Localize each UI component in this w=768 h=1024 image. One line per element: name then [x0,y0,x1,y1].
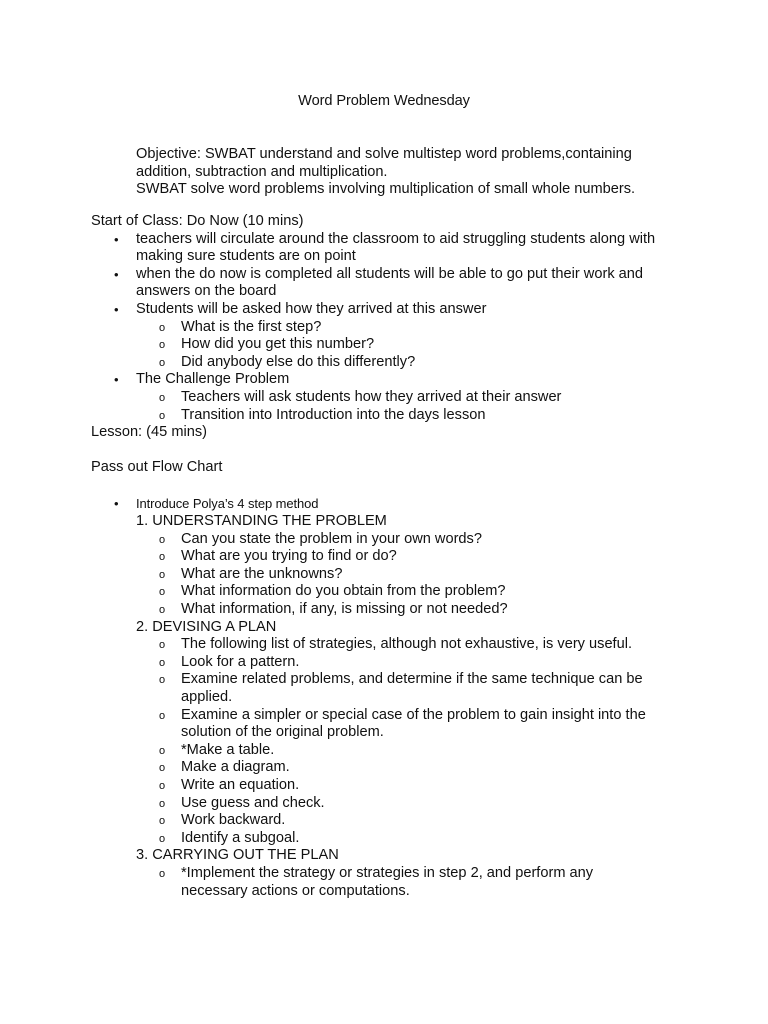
sub-bullet-glyph: o [159,674,166,687]
sub-list-item [91,795,691,813]
sub-list-item-text: Write an equation. [181,777,300,793]
sub-bullet-glyph: o [159,339,166,352]
lesson-body [91,213,691,900]
sub-list-item-text: Did anybody else do this differently? [181,353,416,370]
lesson-heading: Lesson: (45 mins) [91,424,207,441]
sub-list-item [91,671,691,706]
sub-bullet-glyph: o [159,832,166,845]
sub-list-item [91,583,691,601]
sub-bullet-glyph: o [159,568,166,581]
sub-list-item-text: The following list of strategies, although not exhaustive, is very useful. [181,636,633,653]
sub-bullet-glyph: o [159,780,166,792]
sub-list-item-text: How did you get this number? [181,336,375,353]
sub-bullet-glyph: o [159,709,166,722]
sub-list-item-text: *Make a table. [181,741,275,758]
sub-bullet-glyph: o [159,797,166,810]
sub-list-item-text: Teachers will ask students how they arrived at their answer [181,388,562,405]
sub-list-item-text: What is the first step? [181,318,322,335]
list-item-text: The Challenge Problem [136,371,290,388]
list-item-text: answers on the board [136,283,277,300]
sub-list-item-text: Identify a subgoal. [181,829,300,846]
step-list [91,531,691,619]
objective-line: SWBAT solve word problems involving multiplication of small whole numbers. [136,181,636,198]
list-item [91,495,691,514]
sub-list-item-text: Work backward. [181,812,286,829]
steps-container [91,513,691,900]
sub-list-item-text: What are you trying to find or do? [181,548,397,565]
objective-line: Objective: SWBAT understand and solve multistep word problems,containing [136,146,632,162]
sub-bullet-glyph: o [159,762,166,775]
list-item [91,371,691,389]
list-item [91,231,691,266]
sub-bullet-glyph: o [159,604,166,617]
page-title: Word Problem Wednesday [298,93,470,109]
sub-list-item-text: Can you state the problem in your own words? [181,530,482,547]
sub-list-item-text: Examine related problems, and determine if the same technique can be [181,671,643,688]
sub-bullet-glyph: o [159,586,166,599]
sub-bullet-glyph: o [159,551,166,564]
bullet-glyph: • [114,372,119,388]
sub-bullet-glyph: o [159,639,166,652]
sub-list-item [91,812,691,830]
sub-list-item-text: Examine a simpler or special case of the problem to gain insight into the [181,706,646,723]
sub-list-item [91,777,691,795]
list-item-text: making sure students are on point [136,248,356,265]
lesson-list [91,495,691,514]
sub-list-item [91,566,691,584]
intro-line: Introduce Polya’s 4 step method [136,495,319,511]
sub-bullet-glyph: o [159,867,166,880]
sub-list-item-text: solution of the original problem. [181,724,384,741]
sub-list-item [91,548,691,566]
sub-list-item-text: *Implement the strategy or strategies in step 2, and perform any [181,864,594,881]
list-item [91,266,691,301]
sub-list-item [91,336,691,354]
sub-list-item-text: What are the unknowns? [181,565,343,582]
sub-bullet-glyph: o [159,533,166,546]
sub-list-item-text: necessary actions or computations. [181,882,410,899]
objective-line: addition, subtraction and multiplication. [136,163,388,180]
sub-list-item [91,759,691,777]
sub-list-item [91,865,691,900]
sub-bullet-glyph: o [159,356,166,369]
bullet-glyph: • [114,266,119,282]
sub-list-item-text: Make a diagram. [181,759,290,776]
sub-list-item [91,319,691,337]
sub-list-item [91,654,691,672]
sub-list-item-text: What information, if any, is missing or not needed? [181,601,508,618]
sub-bullet-glyph: o [159,656,166,669]
start-heading: Start of Class: Do Now (10 mins) [91,213,304,229]
sub-list-item-text: What information do you obtain from the problem? [181,583,506,600]
bullet-glyph: • [114,301,119,317]
sub-bullet-glyph: o [159,744,166,757]
sub-bullet-glyph: o [159,409,166,422]
sub-list-item [91,389,691,407]
sub-list-item [91,830,691,848]
sub-list-item [91,531,691,549]
bullet-glyph: • [114,231,119,247]
sub-list-item [91,707,691,742]
sub-bullet-glyph: o [159,815,166,828]
list-item-text: when the do now is completed all students will be able to go put their work and [136,265,644,282]
list-item-text: teachers will circulate around the classroom to aid struggling students along with [136,230,656,247]
pass-out-line: Pass out Flow Chart [91,459,223,476]
sub-bullet-glyph: o [159,391,166,404]
sub-list-item-text: applied. [181,689,233,706]
sub-list-item [91,601,691,619]
sub-list-item-text: Transition into Introduction into the days lesson [181,406,486,423]
step-list [91,865,691,900]
step-heading: 2. DEVISING A PLAN [136,618,277,635]
sub-list-item [91,407,691,425]
step-heading: 1. UNDERSTANDING THE PROBLEM [136,513,387,530]
sub-list-item [91,354,691,372]
sub-bullet-glyph: o [159,321,166,334]
sub-list-item-text: Use guess and check. [181,794,325,811]
start-list [91,231,691,425]
sub-list-item-text: Look for a pattern. [181,653,300,670]
step-list [91,636,691,847]
bullet-glyph: • [114,495,119,511]
sub-list-item [91,742,691,760]
step-heading: 3. CARRYING OUT THE PLAN [136,847,339,864]
list-item-text: Students will be asked how they arrived at this answer [136,300,487,317]
sub-list-item [91,636,691,654]
objective-block [136,146,676,199]
list-item [91,301,691,319]
